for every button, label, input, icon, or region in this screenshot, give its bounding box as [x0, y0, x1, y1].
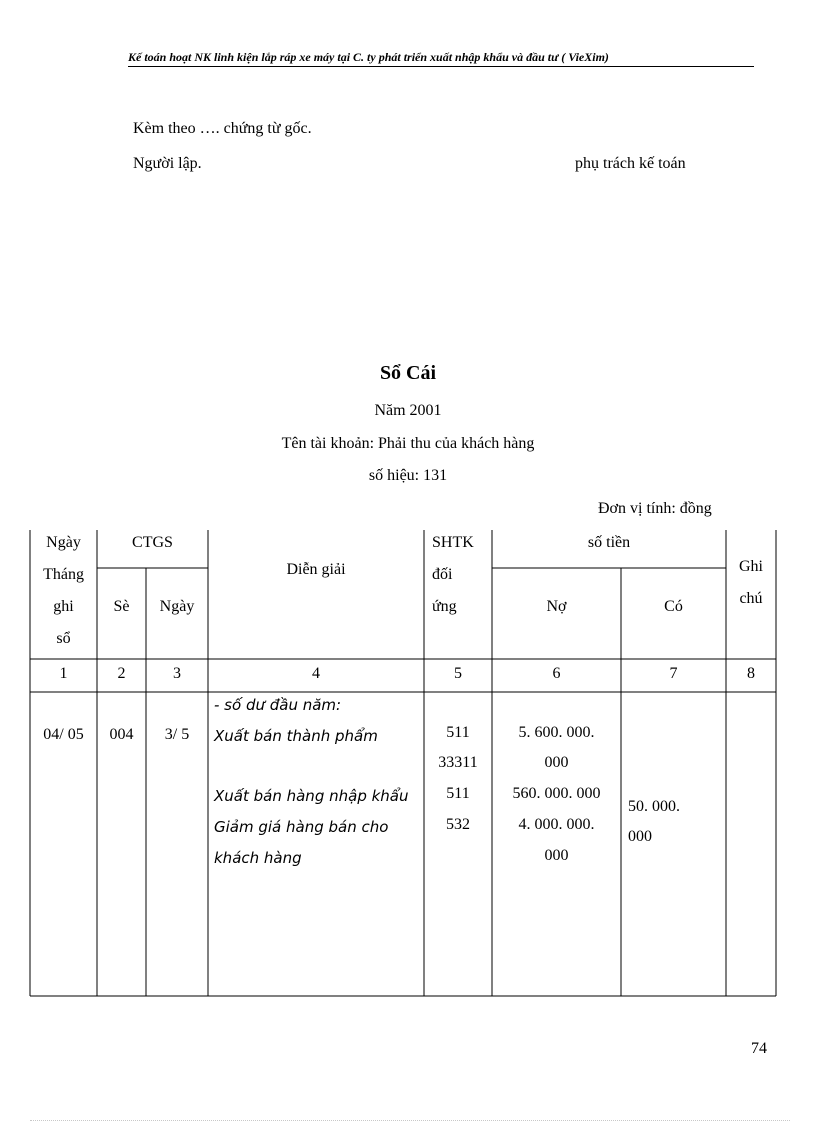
col-header-date-1: Ngày	[46, 534, 81, 551]
col-header-shtk-3: ứng	[432, 598, 457, 615]
col-number-8: 8	[747, 665, 755, 682]
entry-ctgs-no: 004	[109, 726, 134, 743]
col-header-date-2: Tháng	[43, 566, 84, 583]
entry-desc-line-2: Xuất bán thành phẩm	[214, 727, 378, 745]
entry-credit-1b: 000	[628, 828, 652, 845]
preparer-label: Người lập.	[133, 155, 202, 172]
col-header-date-4: sổ	[56, 630, 71, 647]
entry-shtk-2: 33311	[438, 754, 478, 771]
col-header-shtk-1: SHTK	[432, 534, 474, 551]
entry-shtk-1: 511	[446, 724, 470, 741]
col-header-credit: Có	[664, 598, 683, 615]
entry-debit-3b: 000	[544, 847, 569, 864]
ledger-title: Sổ Cái	[379, 362, 437, 384]
entry-debit-2: 560. 000. 000	[512, 785, 601, 802]
col-header-ctgs: CTGS	[132, 534, 173, 551]
chief-accountant-label: phụ trách kế toán	[575, 155, 686, 172]
col-number-7: 7	[669, 665, 678, 682]
account-number: số hiệu: 131	[368, 467, 448, 484]
entry-credit-1a: 50. 000.	[628, 798, 680, 815]
entry-desc-opening-balance: - số dư đầu năm:	[214, 696, 342, 714]
col-number-3: 3	[173, 665, 181, 682]
entry-desc-line-3: Xuất bán hàng nhập khẩu	[214, 787, 409, 805]
account-name: Tên tài khoản: Phải thu của khách hàng	[281, 435, 535, 452]
entry-date: 04/ 05	[43, 726, 84, 743]
running-header: Kế toán hoạt NK linh kiện lắp ráp xe máy tại C. ty phát triển xuất nhập khẩu và đầu tư ( VieXim)	[128, 50, 754, 67]
col-number-2: 2	[117, 665, 126, 682]
footer-divider	[30, 1120, 790, 1121]
col-header-ctgs-no: Sè	[113, 598, 130, 615]
entry-ctgs-date: 3/ 5	[164, 726, 190, 743]
attached-documents-note: Kèm theo …. chứng từ gốc.	[133, 120, 312, 137]
col-number-5: 5	[454, 665, 462, 682]
col-header-date-3: ghi	[53, 598, 74, 615]
col-header-shtk-2: đối	[432, 566, 453, 583]
col-number-4: 4	[312, 665, 320, 682]
col-number-6: 6	[552, 665, 561, 682]
entry-debit-3a: 4. 000. 000.	[518, 816, 595, 833]
col-header-amount: số tiền	[587, 534, 631, 551]
entry-debit-1a: 5. 600. 000.	[518, 724, 595, 741]
col-header-note-1: Ghi	[739, 558, 763, 575]
col-header-debit: Nợ	[546, 598, 567, 615]
col-header-ctgs-date: Ngày	[159, 598, 195, 615]
currency-unit: Đơn vị tính: đồng	[598, 500, 712, 517]
col-header-description: Diễn giải	[286, 561, 346, 578]
entry-debit-1b: 000	[544, 754, 569, 771]
ledger-year: Năm 2001	[374, 402, 442, 419]
col-number-1: 1	[59, 665, 68, 682]
entry-desc-line-4: Giảm giá hàng bán cho	[214, 818, 389, 836]
page-number: 74	[751, 1040, 767, 1057]
entry-shtk-4: 532	[446, 816, 470, 833]
entry-shtk-3: 511	[446, 785, 470, 802]
entry-desc-line-5: khách hàng	[214, 849, 302, 867]
col-header-note-2: chú	[739, 590, 763, 607]
